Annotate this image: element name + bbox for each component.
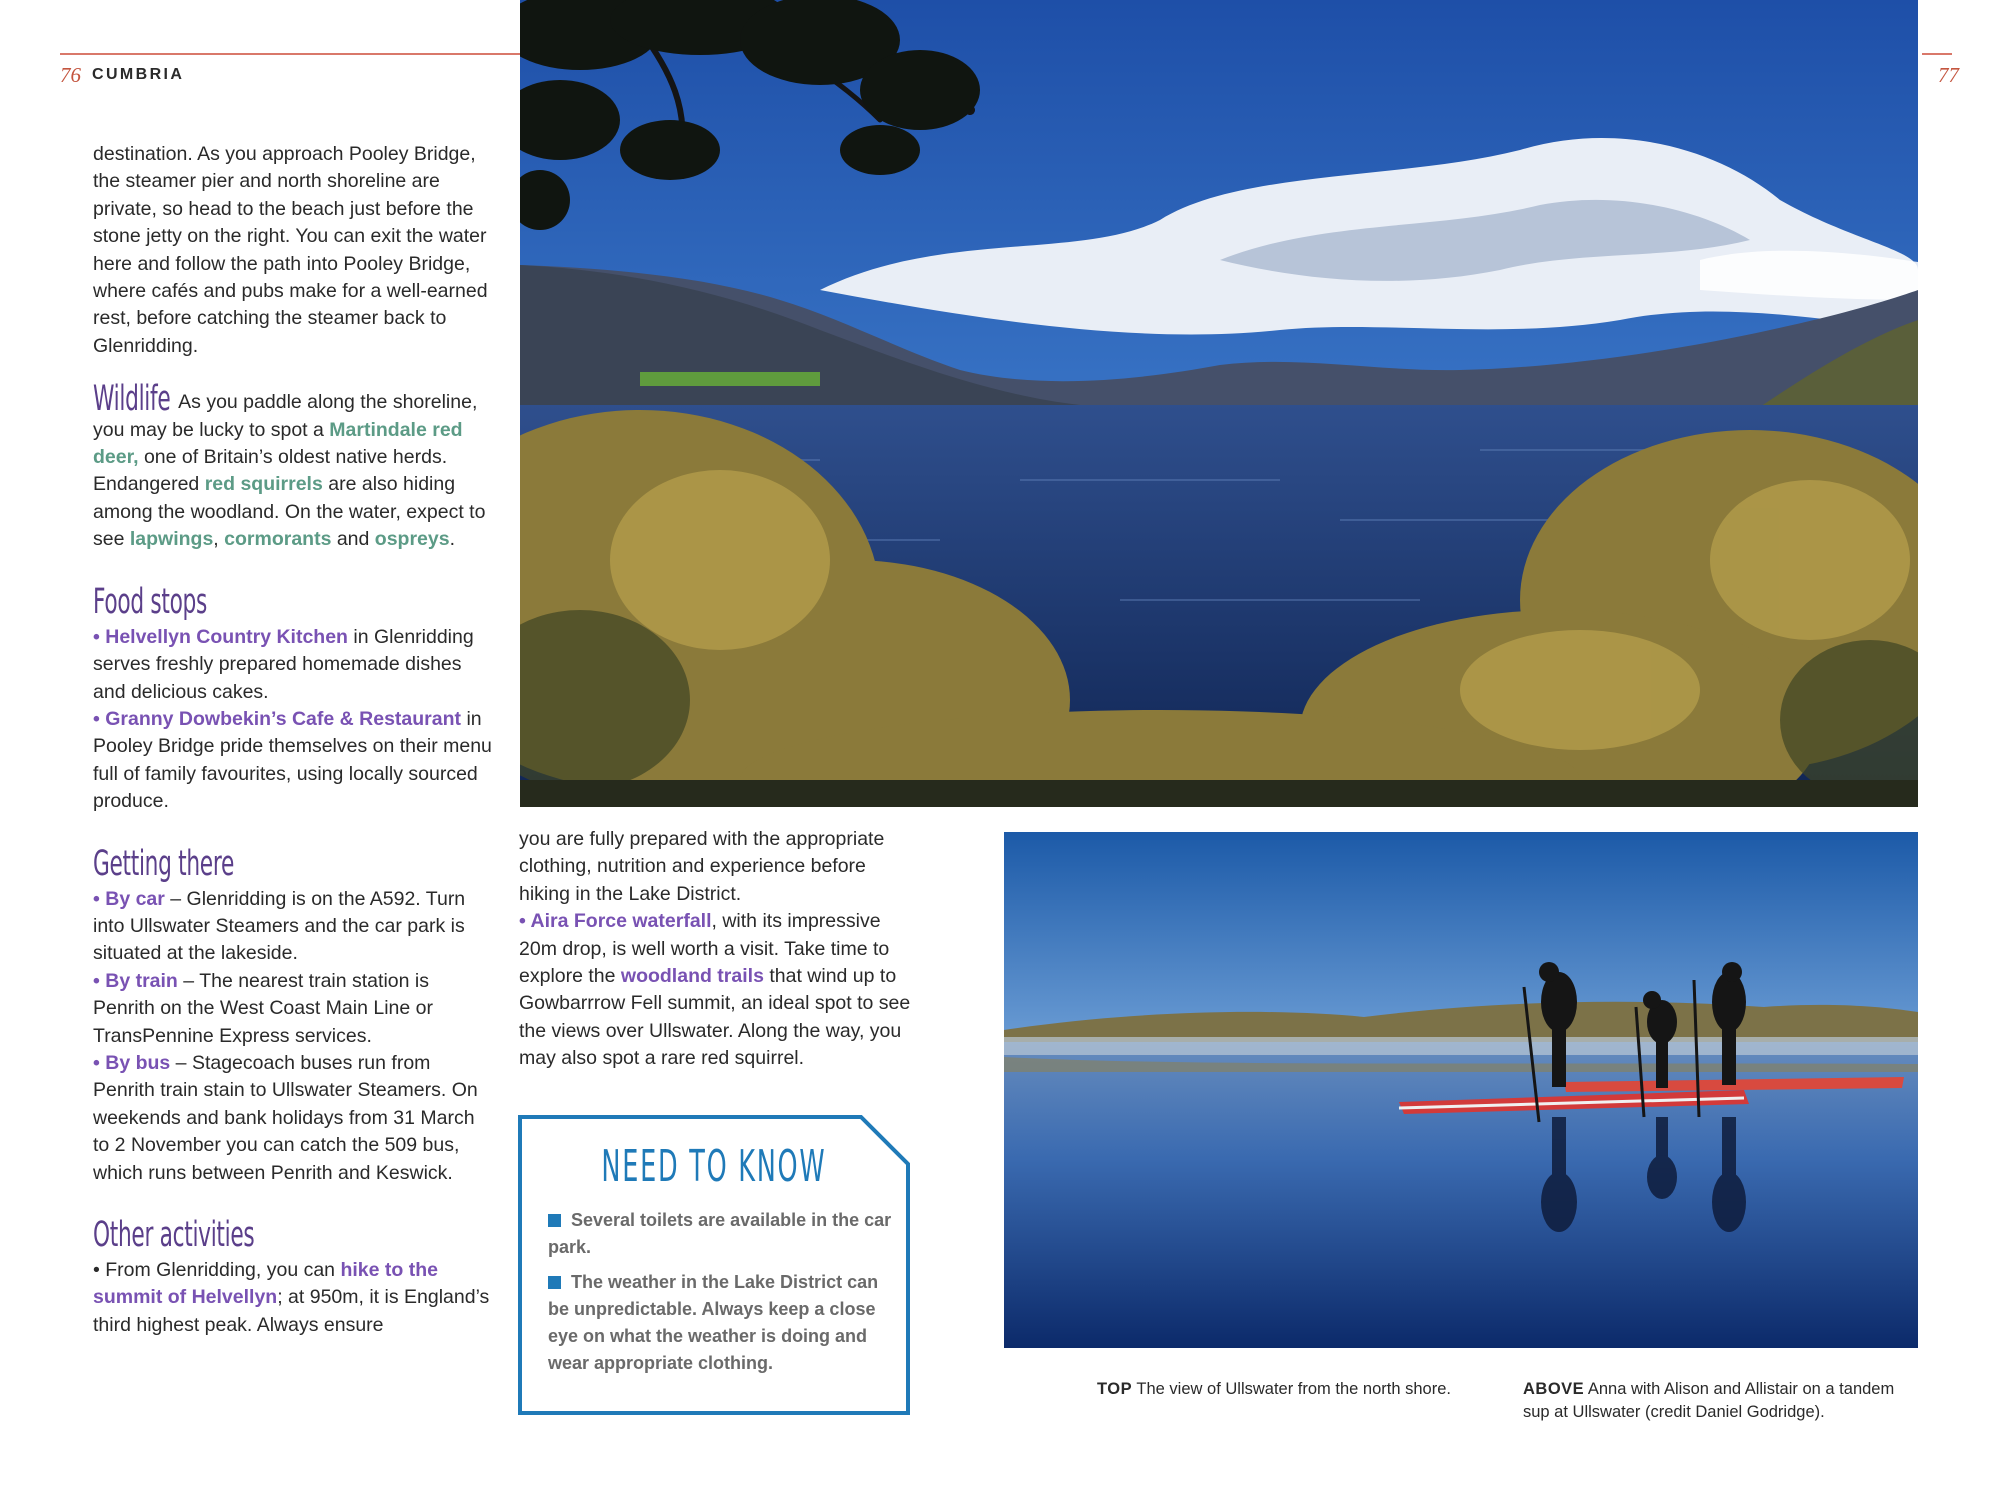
other-activities-heading: Other activities <box>93 1215 255 1255</box>
other-activities-item: • From Glenridding, you can hike to the summit of Helvellyn; at 950m, it is England’s third highest peak. Always ensure <box>93 1259 490 1336</box>
paddleboard-illustration <box>1004 832 1918 1348</box>
need-to-know-item: Several toilets are available in the car park. <box>548 1210 892 1257</box>
food-stops-heading: Food stops <box>93 581 208 622</box>
by-train-item: • By train – The nearest train station is Penrith on the West Coast Main Line or TransPennine Express services. <box>93 969 433 1047</box>
header-rule-right <box>1922 53 1952 55</box>
by-car-label: • By car <box>93 887 165 910</box>
bullet-square-icon <box>548 1276 561 1289</box>
caption-above-photo: ABOVE Anna with Alison and Allistair on a tandem sup at Ullswater (credit Daniel Godridge). <box>1523 1380 1895 1421</box>
food-item-1: • Helvellyn Country Kitchen in Glenridding serves freshly prepared homemade dishes and delicious cakes. <box>93 625 474 703</box>
getting-there-heading-row <box>93 842 493 886</box>
highlight-martindale-deer: Martindale red deer, <box>93 418 463 469</box>
helvellyn-summit-link: hike to the summit of Helvellyn <box>93 1259 438 1309</box>
wildlife-heading: Wildlife <box>93 379 171 420</box>
highlight-red-squirrels: red squirrels <box>204 473 323 496</box>
helvellyn-kitchen-name: • Helvellyn Country Kitchen <box>93 625 348 648</box>
ullswater-lake-illustration <box>520 0 1918 807</box>
need-to-know-title: NEED TO KNOW <box>601 1141 827 1192</box>
aira-force-item: • Aira Force waterfall, with its impressive 20m drop, is well worth a visit. Take time to explore the woodland trails that wind up to Gowbarrrow Fell summit, an ideal spot to see the views over Ullswater. Along the way, you may also spot a rare red squirrel. <box>519 910 911 1070</box>
intro-paragraph: destination. As you approach Pooley Bridge, the steamer pier and north shoreline are private, so head to the beach just before the stone jetty on the right. You can exit the water here and follow the path into Pooley Bridge, where cafés and pubs make for a well-earned rest, before catching the steamer back to Glenridding. <box>93 143 488 357</box>
highlight-cormorants: cormorants <box>224 528 332 551</box>
need-to-know-item: The weather in the Lake District can be unpredictable. Always keep a close eye on what the weather is doing and wear appropriate clothing. <box>548 1272 879 1373</box>
caption-above-label: ABOVE <box>1523 1380 1585 1398</box>
ullswater-lake-photo <box>520 0 1918 807</box>
need-to-know-list <box>548 1207 898 1385</box>
highlight-lapwings: lapwings <box>129 528 214 551</box>
by-car-item: • By car – Glenridding is on the A592. Turn into Ullswater Steamers and the car park is situated at the lakeside. <box>93 887 466 965</box>
section-title: CUMBRIA <box>92 66 185 83</box>
food-item-2: • Granny Dowbekin’s Cafe & Restaurant in Pooley Bridge pride themselves on their menu full of family favourites, using locally sourced produce. <box>93 707 492 813</box>
food-heading-row <box>93 580 493 624</box>
bullet-square-icon <box>548 1214 561 1227</box>
by-train-label: • By train <box>93 969 178 992</box>
paddleboarders-photo <box>1004 832 1918 1348</box>
wildlife-section: Wildlife As you paddle along the shoreline, you may be lucky to spot a Martindale red deer, one of Britain’s oldest native herds. Endangered red squirrels are also hiding among the woodland. On the water, expect to see lapwings, cormorants and ospreys. <box>93 379 486 551</box>
header-rule-left <box>60 53 520 55</box>
page-number-right: 77 <box>1938 63 1959 87</box>
woodland-trails-link: woodland trails <box>620 965 764 988</box>
getting-there-heading: Getting there <box>93 843 235 884</box>
aira-force-name: • Aira Force waterfall <box>519 910 712 933</box>
highlight-ospreys: ospreys <box>374 528 450 551</box>
other-activities-heading-row <box>93 1213 493 1257</box>
by-bus-label: • By bus <box>93 1051 171 1074</box>
by-bus-item: • By bus – Stagecoach buses run from Penrith train stain to Ullswater Steamers. On weekends and bank holidays from 31 March to 2 November you can catch the 509 bus, which runs between Penrith and Keswick. <box>93 1051 478 1184</box>
left-column <box>93 141 493 1339</box>
granny-dowbekins-name: • Granny Dowbekin’s Cafe & Restaurant <box>93 707 462 730</box>
middle-column <box>519 826 913 1073</box>
caption-top-label: TOP <box>1097 1380 1133 1398</box>
page-number-left: 76 <box>60 63 81 87</box>
hiking-paragraph: you are fully prepared with the appropriate clothing, nutrition and experience before hiking in the Lake District. <box>519 828 885 905</box>
caption-top-photo: TOP The view of Ullswater from the north shore. <box>1097 1380 1451 1398</box>
need-to-know-box <box>518 1115 910 1415</box>
